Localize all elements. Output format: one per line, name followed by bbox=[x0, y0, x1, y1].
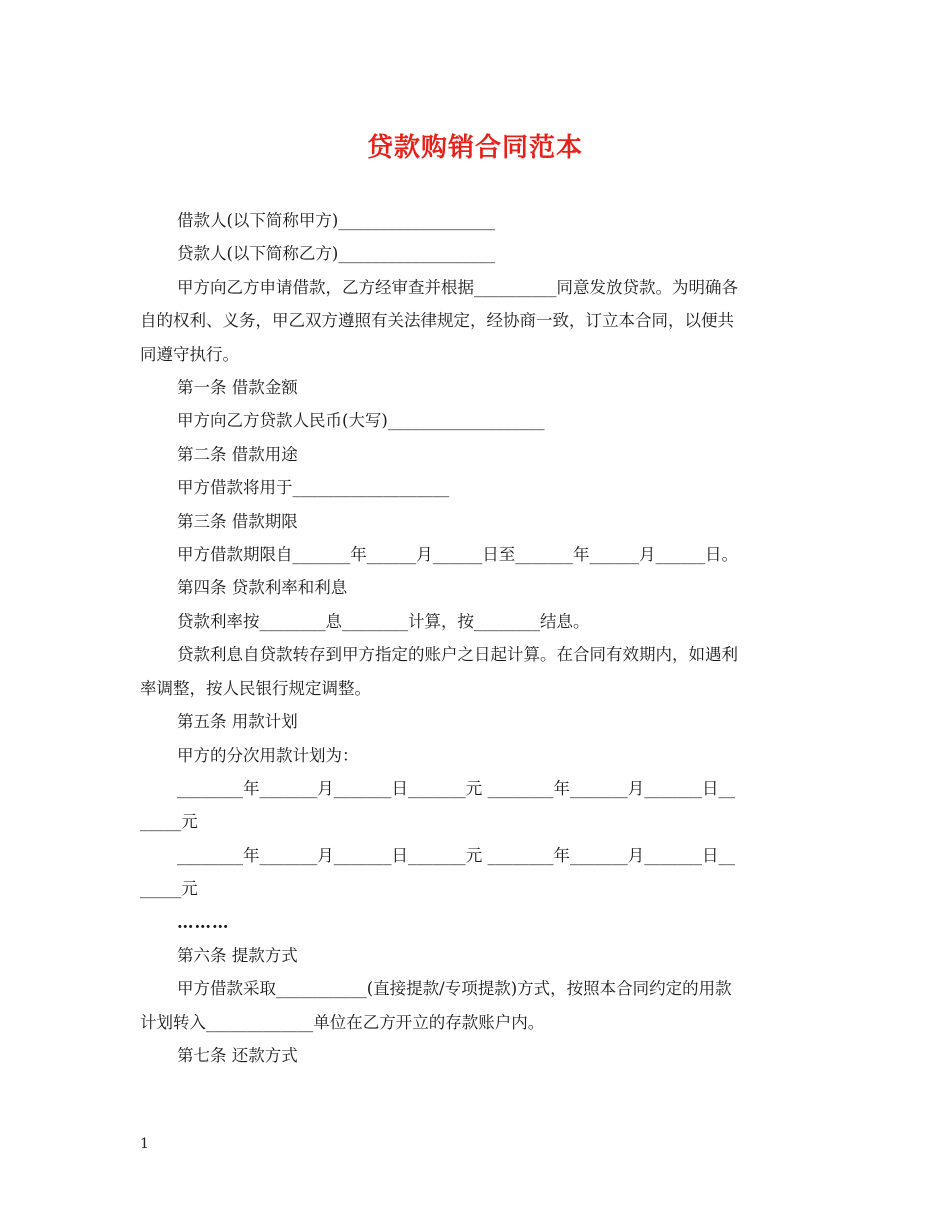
intro-line-3: 同遵守执行。 bbox=[140, 344, 239, 364]
plan-row-2b: _____元 bbox=[140, 879, 198, 899]
article-3-body: 甲方借款期限自_______年______月______日至_______年______月______日。 bbox=[177, 545, 738, 565]
article-5-title: 第五条 用款计划 bbox=[177, 712, 298, 732]
article-2-body: 甲方借款将用于___________________ bbox=[177, 478, 450, 498]
article-1-body: 甲方向乙方贷款人民币(大写)___________________ bbox=[177, 411, 545, 431]
document-title: 贷款购销合同范本 bbox=[366, 133, 583, 163]
borrower-line: 借款人(以下简称甲方)___________________ bbox=[177, 211, 496, 230]
ellipsis-line: ……… bbox=[177, 912, 230, 932]
plan-row-2a: ________年_______月_______日_______元 ________年_______月_______日__ bbox=[177, 845, 735, 865]
article-4-body-2b: 率调整，按人民银行规定调整。 bbox=[140, 678, 371, 698]
article-6-body-b: 计划转入_____________单位在乙方开立的存款账户内。 bbox=[140, 1012, 545, 1032]
plan-row-1a: ________年_______月_______日_______元 ________年_______月_______日__ bbox=[177, 778, 735, 798]
intro-line-1: 甲方向乙方申请借款，乙方经审查并根据__________同意发放贷款。为明确各 bbox=[177, 277, 738, 297]
article-3-title: 第三条 借款期限 bbox=[177, 511, 298, 531]
contract-body bbox=[140, 204, 812, 1073]
article-5-body: 甲方的分次用款计划为： bbox=[177, 745, 359, 765]
article-2-title: 第二条 借款用途 bbox=[177, 444, 298, 464]
article-7-title: 第七条 还款方式 bbox=[177, 1046, 298, 1066]
article-1-title: 第一条 借款金额 bbox=[177, 378, 298, 398]
lender-line: 贷款人(以下简称乙方)___________________ bbox=[177, 244, 496, 264]
intro-line-2: 自的权利、义务，甲乙双方遵照有关法律规定，经协商一致，订立本合同，以便共 bbox=[140, 311, 734, 331]
article-6-body-a: 甲方借款采取___________(直接提款/专项提款)方式，按照本合同约定的用款 bbox=[177, 979, 732, 999]
article-4-title: 第四条 贷款利率和利息 bbox=[177, 578, 348, 598]
page-number: 1 bbox=[140, 1136, 149, 1152]
article-4-body-2a: 贷款利息自贷款转存到甲方指定的账户之日起计算。在合同有效期内，如遇利 bbox=[177, 645, 738, 665]
article-4-body-1: 贷款利率按________息________计算，按________结息。 bbox=[177, 611, 590, 631]
plan-row-1b: _____元 bbox=[140, 812, 198, 832]
article-6-title: 第六条 提款方式 bbox=[177, 945, 298, 965]
